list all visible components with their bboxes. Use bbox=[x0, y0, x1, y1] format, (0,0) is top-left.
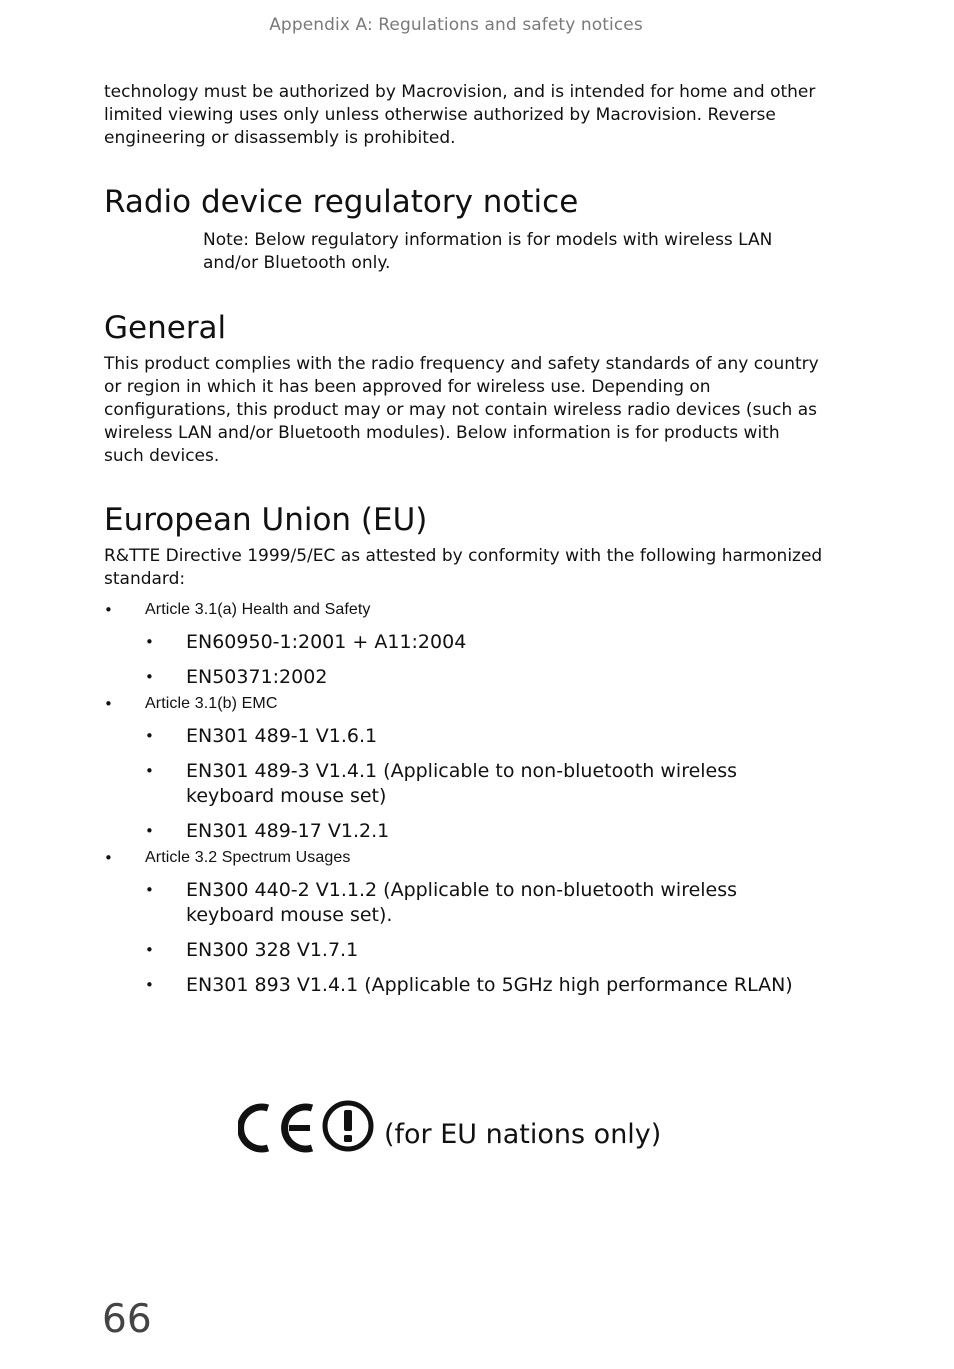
standard-text: EN301 489-3 V1.4.1 (Applicable to non-bluetooth wireless keyboard mouse set) bbox=[186, 760, 738, 807]
bullet: • bbox=[104, 849, 113, 867]
bullet: • bbox=[145, 822, 154, 840]
bullet: • bbox=[145, 668, 154, 686]
note-label: Note bbox=[203, 230, 244, 250]
standard-text: EN301 489-1 V1.6.1 bbox=[186, 725, 378, 747]
bullet: • bbox=[145, 633, 154, 651]
general-paragraph: This product complies with the radio frequency and safety standards of any country or region in which it has been approved for wireless use. Depending on configurations, this product may or may not contain wireless radio devices (such as wireless LAN and/or Bluetooth modules). Below information is for products with such devices. bbox=[104, 354, 819, 466]
page-number: 66 bbox=[102, 1297, 152, 1342]
standard-item bbox=[145, 938, 824, 963]
bullet: • bbox=[104, 695, 113, 713]
article-item bbox=[104, 598, 824, 690]
standard-text: EN301 489-17 V1.2.1 bbox=[186, 820, 390, 842]
note-paragraph bbox=[203, 229, 824, 275]
ce-alert-mark-icon bbox=[238, 1098, 376, 1158]
article-list bbox=[104, 598, 824, 998]
radio-notice-heading: Radio device regulatory notice bbox=[104, 184, 579, 220]
eu-heading: European Union (EU) bbox=[104, 502, 428, 538]
eu-paragraph: R&TTE Directive 1999/5/EC as attested by conformity with the following harmonized standard: bbox=[104, 546, 823, 589]
ce-caption: (for EU nations only) bbox=[384, 1118, 662, 1150]
standard-list bbox=[145, 724, 824, 844]
general-heading: General bbox=[104, 310, 227, 346]
bullet: • bbox=[145, 727, 154, 745]
standard-item bbox=[145, 819, 824, 844]
standard-item bbox=[145, 630, 824, 655]
page-content bbox=[104, 81, 824, 1000]
article-item bbox=[104, 846, 824, 998]
standard-item bbox=[145, 973, 824, 998]
standard-text: EN300 440-2 V1.1.2 (Applicable to non-bluetooth wireless keyboard mouse set). bbox=[186, 879, 738, 926]
article-title: Article 3.1(a) Health and Safety bbox=[145, 601, 371, 618]
standard-text: EN60950-1:2001 + A11:2004 bbox=[186, 631, 467, 653]
intro-paragraph: technology must be authorized by Macrovision, and is intended for home and other limited viewing uses only unless otherwise authorized by Macrovision. Reverse engineering or disassembly is prohibited. bbox=[104, 82, 816, 148]
bullet: • bbox=[145, 976, 154, 994]
bullet: • bbox=[104, 601, 113, 619]
standard-text: EN301 893 V1.4.1 (Applicable to 5GHz high performance RLAN) bbox=[186, 974, 793, 996]
bullet: • bbox=[145, 881, 154, 899]
running-header: Appendix A: Regulations and safety notices bbox=[269, 15, 643, 35]
bullet: • bbox=[145, 762, 154, 780]
standard-item bbox=[145, 665, 824, 690]
article-title: Article 3.1(b) EMC bbox=[145, 695, 278, 712]
standard-item bbox=[145, 878, 824, 928]
article-item bbox=[104, 692, 824, 844]
article-title: Article 3.2 Spectrum Usages bbox=[145, 849, 351, 866]
standard-list bbox=[145, 630, 824, 690]
standard-text: EN300 328 V1.7.1 bbox=[186, 939, 359, 961]
standard-item bbox=[145, 759, 824, 809]
ce-marking bbox=[238, 1096, 661, 1160]
standard-list bbox=[145, 878, 824, 998]
bullet: • bbox=[145, 941, 154, 959]
note-text: : Below regulatory information is for models with wireless LAN and/or Bluetooth only. bbox=[203, 230, 773, 273]
standard-text: EN50371:2002 bbox=[186, 666, 328, 688]
standard-item bbox=[145, 724, 824, 749]
